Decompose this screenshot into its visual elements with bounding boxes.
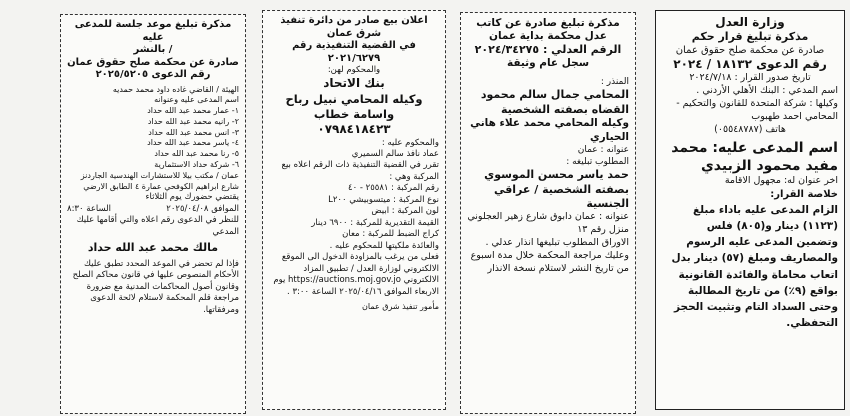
notice-method: / بالنشر — [133, 44, 173, 55]
beneficiary-label: والمحكوم لهن: — [327, 65, 381, 75]
vehicle-value: القيمة التقديرية للمركبة : ٦٩٠٠ دينار — [311, 217, 439, 228]
ministry-title: وزارة العدل — [715, 15, 785, 29]
notice-notary — [460, 12, 636, 414]
hearing-datetime — [67, 204, 239, 215]
auction-invite: فعلى من يرغب بالمزاودة الدخول الى الموقع الالكتروني لوزارة العدل / تطبيق المزاد الالكتروني https://auctions.moj.gov.jo يوم الاربعاء الموافق ٢٠٢٥/٠٤/١٦ الساعة ٣:٠٠ . — [273, 252, 439, 297]
record-type: سجل عام وثيقة — [506, 57, 590, 69]
defendant-3: ٣- انس محمد عبد الله حداد — [148, 127, 239, 137]
defendant-2: ٢- رانيه محمد عبد الله حداد — [147, 116, 239, 126]
notice-title: مذكرة تبليغ قرار حكم — [691, 30, 809, 43]
defendant-address: عمان / مكتب بيلا للاستشارات الهندسية الجاردنز شارع ابراهيم الكوفحي عمارة ٤ الطابق الارضي — [80, 170, 239, 191]
plaintiff-name: مالك محمد عبد الله حداد — [87, 241, 219, 255]
warner-address: عنوانه : عمان — [577, 145, 629, 156]
bank-name: بنك الاتحاد — [323, 76, 385, 91]
decision-date: تاريخ صدور القرار : ٢٠٢٤/٧/١٨ — [689, 72, 811, 84]
defendant-5: ٥- رنا محمد عبد الله حداد — [154, 149, 239, 159]
agent-phone: هاتف (٠٥٥٤٨٧٨٧) — [714, 123, 786, 135]
lawyer-names: وكيله المحامي نبيل رباح واسامة خطاب — [285, 92, 423, 121]
lawyer-phone: ٠٧٩٨٤١٨٤٢٣ — [317, 121, 391, 136]
notice-hearing — [60, 14, 246, 414]
notified-name: حمد ياسر محسن الموسوي بصفته الشخصية / عراقي الجنسية — [484, 168, 629, 211]
warner-label: المنذر : — [600, 77, 629, 88]
sale-decision: تقرر في القضية التنفيذية ذات الرقم اعلاه بيع المركبة وهي : — [281, 160, 439, 182]
notice-title: مذكرة تبليغ موعد جلسة للمدعى عليه — [74, 19, 232, 43]
serial-number: الرقم العدلي : ٢٠٢٤/٣٤٢٧٥ — [474, 43, 622, 57]
case-number: في القضية التنفيذية رقم ٢٠٢١/٦٢٧٩ — [292, 40, 416, 64]
debtor-label: والمحكوم عليه : — [381, 137, 439, 148]
plaintiff-agents: وكيلها : شركة المتحدة للقانون والتحكيم - المحامي احمد طهبوب — [676, 97, 838, 122]
notice-sale — [262, 10, 446, 410]
last-address: اخر عنوان له: مجهول الاقامة — [724, 175, 838, 187]
notice-court: عدل محكمة بداية عمان — [489, 30, 607, 43]
notice-judgment — [655, 10, 845, 410]
warner-name: المحامي جمال سالم محمود القضاه بصفته الشخصية — [480, 88, 629, 116]
defendant-4: ٤- ياسر محمد عبد الله حداد — [147, 138, 239, 148]
defendant-label: اسم المدعى عليه: محمد — [671, 140, 838, 157]
plaintiff: اسم المدعي : البنك الأهلي الأردني . — [696, 85, 838, 97]
review-note: وعليك مراجعة المحكمة خلال مدة اسبوع من تاريخ النشر لاستلام نسخة الانذار — [470, 249, 629, 274]
notice-title: اعلان بيع صادر من دائرة تنفيذ شرق عمان — [280, 15, 428, 39]
notified-label: المطلوب تبليغه : — [566, 157, 629, 168]
papers-type: الاوراق المطلوب تبليغها انذار عدلي . — [485, 236, 629, 248]
attend-notice: يقتضي حضورك يوم الثلاثاء — [145, 192, 239, 203]
defendant-6: ٦- شركة حداد الاستثمارية — [154, 160, 239, 170]
defendant-1: ١- عمار محمد عبد الله حداد — [147, 106, 239, 116]
vehicle-type: نوع المركبة : ميتسوبيشي L٢٠٠ — [328, 194, 439, 205]
notified-address: عنوانه : عمان دابوق شارع زهير العجلوني منزل رقم ١٣ — [467, 211, 629, 236]
hearing-date: الموافق ٢٠٢٥/٠٤/٠٨ — [166, 203, 239, 214]
hearing-time: الساعة ٨:٣٠ — [67, 203, 112, 214]
decision-summary: الزام المدعى عليه باداء مبلغ (١١٢٣) دينار و(٨٠٥) فلس وتضمين المدعى عليه الرسوم والمصاريف ومبلغ (٥٧) دينار بدل اتعاب محاماة والفائدة القانونية بواقع (٩٪) من تاريخ المطالبة وحتى السداد التام وتثبيت الحجز التحفظي. — [671, 203, 838, 330]
vehicle-garage: كراج الضبط للمركبة : معان — [342, 229, 439, 240]
warning-text: فإذا لم تحضر في الموعد المحدد تطبق عليك الأحكام المنصوص عليها في قانون محاكم الصلح وقانون أصول المحاكمات المدنية مع ضرورة مراجعة قلم المحكمة لاستلام لائحة الدعوى ومرفقاتها. — [72, 258, 239, 315]
court-name: صادرة عن محكمة صلح حقوق عمان — [67, 56, 239, 68]
hearing-purpose: للنظر في الدعوى رقم اعلاه والتي أقامها عليك المدعي — [76, 215, 239, 237]
parties-label: اسم المدعى عليه وعنوانه — [154, 95, 239, 105]
vehicle-color: لون المركبة : ابيض — [371, 206, 439, 217]
panel: الهيئة / القاضي غاده داود محمد حمديه — [112, 84, 239, 94]
case-number: رقم الدعوى ٢٠٢٥/٥٢٠٥ — [95, 69, 211, 80]
notice-title: مذكرة تبليغ صادرة عن كاتب — [476, 17, 620, 29]
defendant-name: مفيد محمود الزبيدي — [700, 157, 838, 174]
signature: مأمور تنفيذ شرق عمان — [362, 302, 439, 312]
vehicle-owner: والعائدة ملكيتها للمحكوم عليه . — [329, 240, 439, 251]
debtor-name: عماد نافذ سالم السميري — [351, 149, 439, 159]
vehicle-plate: رقم المركبة : ٢٥٥٨١ - ٤٠ — [348, 183, 439, 194]
court-name: صادرة عن محكمة صلح حقوق عمان — [675, 44, 825, 56]
summary-label: خلاصة القرار: — [770, 189, 838, 201]
warner-agent: وكيله المحامي محمد علاء هاني الحياري — [470, 116, 629, 143]
case-number: رقم الدعوى ١٨١٣٢ / ٢٠٢٤ — [673, 57, 827, 72]
